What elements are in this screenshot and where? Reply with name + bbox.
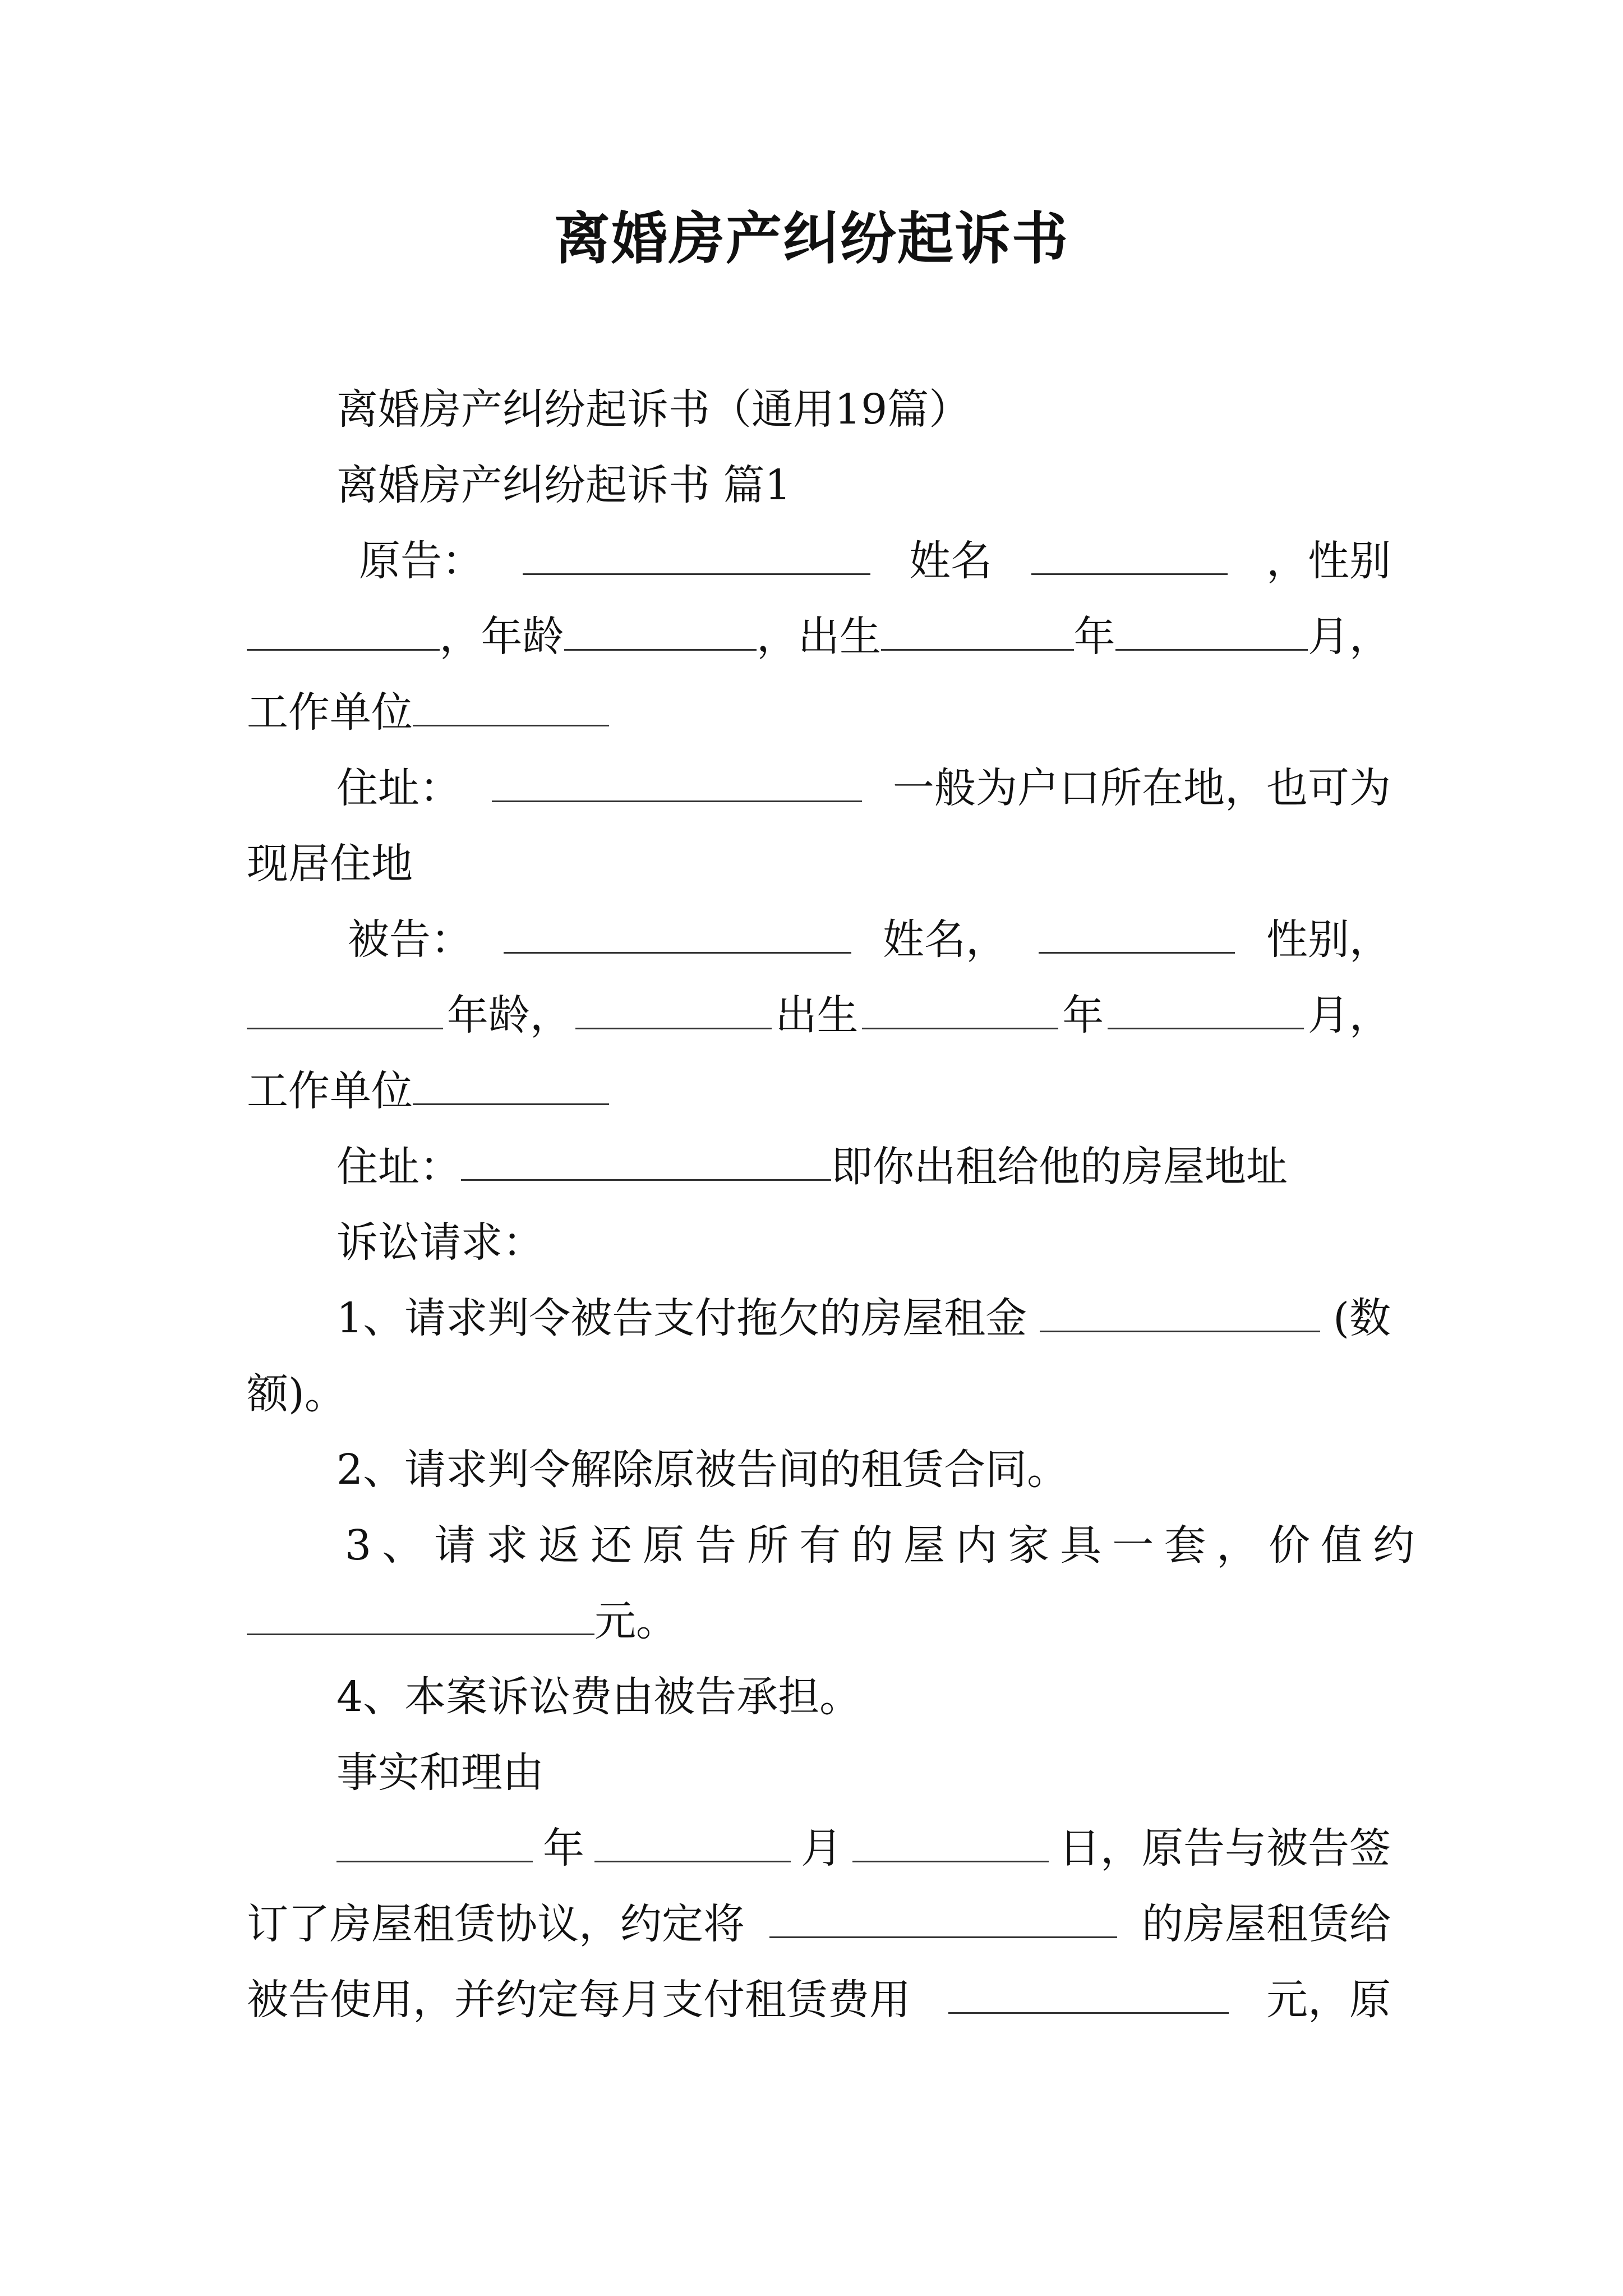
birth-year-blank	[881, 616, 1074, 651]
month-label-2: 月，	[1307, 991, 1391, 1039]
work-unit-blank	[413, 692, 609, 726]
work-unit-blank-2	[413, 1071, 609, 1105]
birth-label-2: 出生	[775, 991, 859, 1039]
contract-month-label: 月	[801, 1824, 842, 1872]
contract-year-label: 年	[543, 1824, 584, 1872]
plaintiff-line	[359, 533, 1391, 589]
defendant-blank	[504, 919, 851, 954]
defendant-detail-line	[247, 987, 1391, 1043]
address-label-2: 住址：	[336, 1143, 461, 1191]
birth-month-blank	[1115, 616, 1308, 651]
facts-line-2-text: 订了房屋租赁协议，约定将	[247, 1900, 745, 1948]
age-label-2: 年龄，	[446, 991, 571, 1039]
address-blank	[492, 768, 862, 802]
facts-line-3-text: 被告使用，并约定每月支付租赁费用	[247, 1976, 911, 2024]
name-label: 姓名	[909, 537, 992, 585]
claim-3-cont	[247, 1593, 1391, 1649]
gender-label: ，性别	[1266, 537, 1391, 585]
year-label: 年	[1073, 613, 1115, 661]
name-blank-2	[1039, 919, 1235, 954]
furniture-value-blank	[247, 1601, 594, 1635]
facts-line-2-tail: 的房屋租赁给	[1142, 1900, 1391, 1948]
yuan-label: 元。	[594, 1597, 677, 1645]
birth-year-blank-2	[862, 995, 1058, 1029]
address-note-2: 即你出租给他的房屋地址	[831, 1143, 1288, 1191]
gender-label-2: 性别，	[1266, 915, 1391, 964]
claim-4-line: 4、本案诉讼费由被告承担。	[336, 1673, 861, 1721]
contract-year-blank	[336, 1828, 533, 1862]
section-heading: 离婚房产纠纷起诉书 篇1	[336, 461, 791, 509]
claim-2-line: 2、请求判令解除原被告间的租赁合同。	[336, 1446, 1069, 1494]
contract-month-blank	[594, 1828, 791, 1862]
name-label-2: 姓名，	[883, 915, 1007, 964]
claim-1-tail: (数	[1333, 1294, 1391, 1342]
month-label: 月，	[1308, 613, 1391, 661]
address-note-cont: 现居住地	[247, 840, 413, 888]
facts-line-2	[247, 1896, 1391, 1952]
claim-1-text: 1、请求判令被告支付拖欠的房屋租金	[336, 1294, 1027, 1342]
defendant-line	[348, 912, 1391, 968]
facts-line-3-tail: 元，原	[1266, 1976, 1391, 2024]
claims-heading: 诉讼请求：	[336, 1218, 544, 1267]
plaintiff-label: 原告：	[359, 537, 483, 585]
year-label-2: 年	[1062, 991, 1104, 1039]
address-note: 一般为户口所在地，也可为	[893, 764, 1391, 812]
facts-line-1	[336, 1820, 1391, 1876]
claim-3-line: 3、请求返还原告所有的屋内家具一套，价值约	[345, 1521, 1426, 1570]
claim-1-line	[336, 1290, 1391, 1346]
gender-blank	[247, 616, 440, 651]
name-blank	[1031, 541, 1228, 575]
birth-month-blank-2	[1108, 995, 1304, 1029]
defendant-label: 被告：	[348, 915, 472, 964]
facts-heading: 事实和理由	[336, 1749, 544, 1797]
address-line	[336, 760, 1391, 816]
address-line-2	[336, 1139, 1391, 1195]
birth-label: ，出生	[757, 613, 881, 661]
rent-amount-blank	[1040, 1298, 1320, 1332]
contract-day-blank	[852, 1828, 1049, 1862]
address-label: 住址：	[336, 764, 461, 812]
claim-1-cont: 额)。	[247, 1370, 346, 1418]
age-label: ，年龄	[439, 613, 564, 661]
work-unit-label: 工作单位	[247, 688, 413, 737]
age-blank	[564, 616, 757, 651]
facts-line-3	[247, 1972, 1391, 2028]
gender-blank-2	[247, 995, 443, 1029]
rent-fee-blank	[948, 1980, 1229, 2014]
plaintiff-blank	[523, 541, 870, 575]
document-title: 离婚房产纠纷起诉书	[554, 205, 1069, 272]
work-unit-line-2	[247, 1063, 1391, 1119]
house-address-blank	[769, 1904, 1117, 1938]
work-unit-label-2: 工作单位	[247, 1067, 413, 1115]
subtitle-line: 离婚房产纠纷起诉书（通用19篇）	[336, 385, 971, 434]
age-blank-2	[575, 995, 772, 1029]
contract-day-text: 日，原告与被告签	[1059, 1824, 1391, 1872]
work-unit-line	[247, 684, 1391, 740]
address-blank-2	[461, 1147, 831, 1181]
plaintiff-detail-line	[247, 609, 1391, 665]
